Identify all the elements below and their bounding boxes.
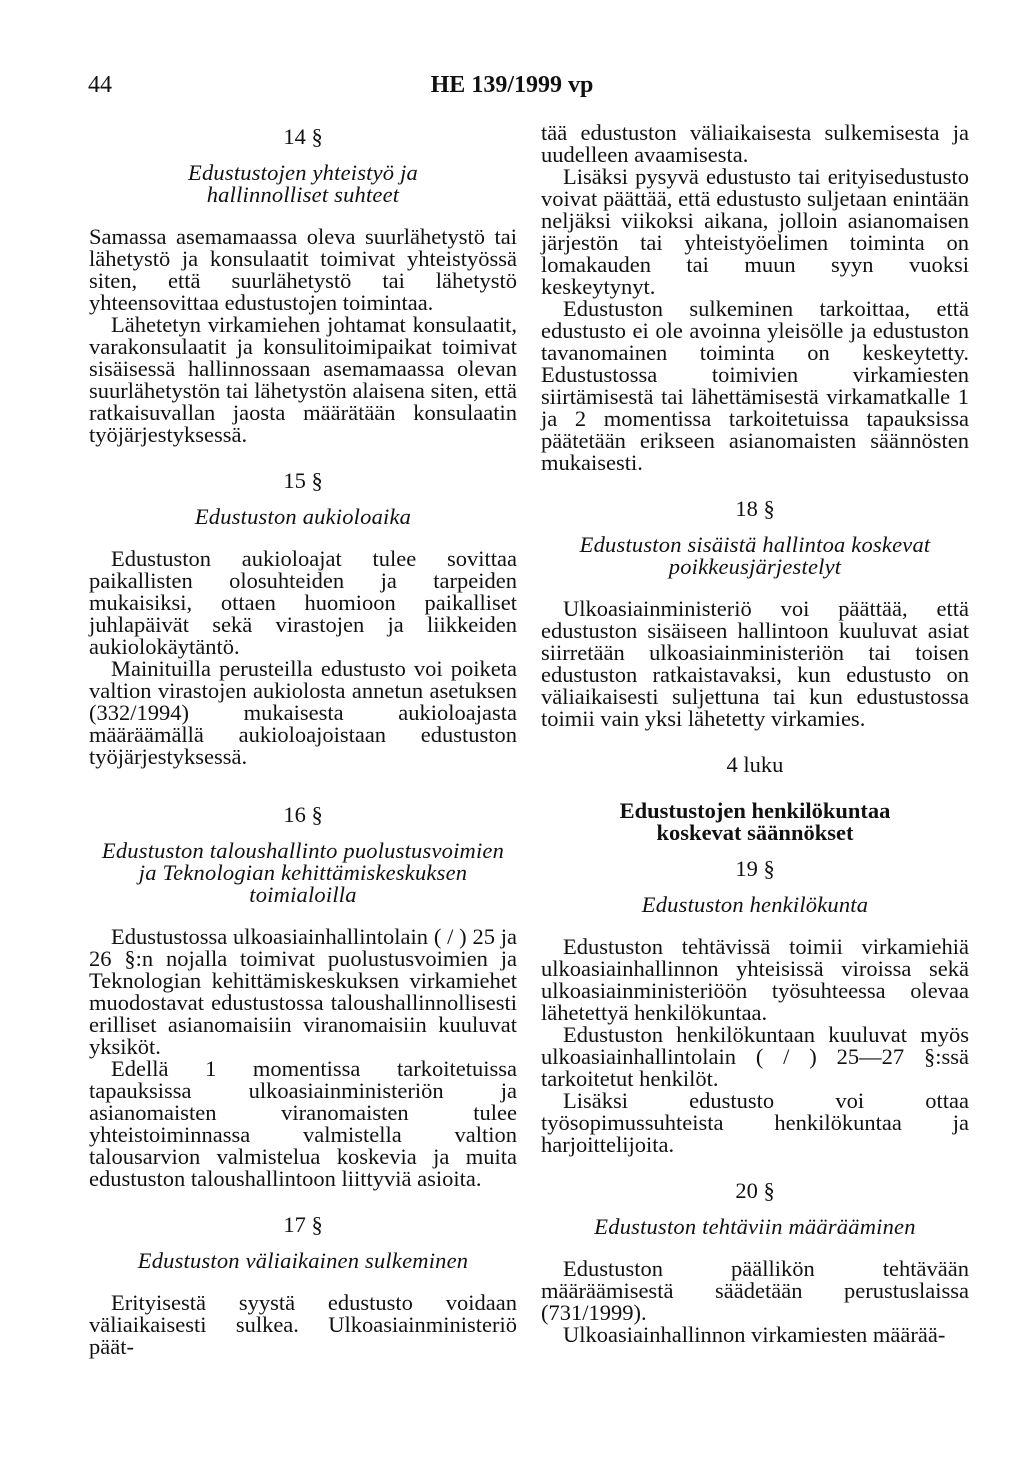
section-20-title: Edustuston tehtäviin määrääminen xyxy=(594,1214,916,1239)
page-number: 44 xyxy=(88,72,112,98)
section-17-paragraph-1: Erityisestä syystä edustusto voidaan väliaikaisesti sulkea. Ulkoasiainministeriö päät- xyxy=(89,1290,517,1359)
section-15-paragraph-1: Edustuston aukioloajat tulee sovittaa paikallisten olosuhteiden ja tarpeiden mukaisiksi, ottaen huomioon paikalliset juhlapäivät sekä virastojen ja liikkeiden aukiolokäytäntö. xyxy=(89,546,517,659)
section-19-paragraph-3: Lisäksi edustusto voi ottaa työsopimussuhteista henkilökuntaa ja harjoittelijoita. xyxy=(541,1088,969,1157)
section-14-paragraph-2: Lähetetyn virkamiehen johtamat konsulaatit, varakonsulaatit ja konsulitoimipaikat toimivat sisäisessä hallinnossaan asemamaassa olevan suurlähetystön tai lähetystön alaisena siten, että ratkaisuvallan jaosta määrätään konsulaatin työjärjestyksessä. xyxy=(89,312,517,447)
section-20-paragraph-1: Edustuston päällikön tehtävään määräämisestä säädetään perustuslaissa (731/1999). xyxy=(541,1256,969,1325)
right-column xyxy=(541,122,969,1346)
section-19-number: 19 § xyxy=(735,856,775,881)
section-16-title: Edustuston taloushallinto puolustusvoimien ja Teknologian kehittämiskeskuksen toimialoilla xyxy=(101,838,505,907)
running-head: HE 139/1999 vp xyxy=(430,72,594,98)
section-19-title: Edustuston henkilökunta xyxy=(641,892,869,917)
section-20-number: 20 § xyxy=(735,1178,775,1203)
section-17-number: 17 § xyxy=(283,1212,323,1237)
section-14-number: 14 § xyxy=(283,124,323,149)
chapter-4-title: Edustustojen henkilökuntaa koskevat säännökset xyxy=(619,798,891,845)
section-17-paragraph-1-continued: tää edustuston väliaikaisesta sulkemisesta ja uudelleen avaamisesta. xyxy=(541,120,969,167)
chapter-4-number: 4 luku xyxy=(726,752,784,777)
section-15-number: 15 § xyxy=(283,468,323,493)
section-16-number: 16 § xyxy=(283,802,323,827)
section-14-title: Edustustojen yhteistyö ja hallinnolliset suhteet xyxy=(188,160,418,207)
section-16-paragraph-2: Edellä 1 momentissa tarkoitetuissa tapauksissa ulkoasiainministeriön ja asianomaisten viranomaisten tulee yhteistoiminnassa valmistella valtion talousarvion valmistelua koskevia ja muita edustuston taloushallintoon liittyviä asioita. xyxy=(89,1056,517,1191)
section-15-title: Edustuston aukioloaika xyxy=(194,504,412,529)
section-17-paragraph-3: Edustuston sulkeminen tarkoittaa, että edustusto ei ole avoinna yleisölle ja edustuston tavanomainen toiminta on keskeytetty. Edustustossa toimivien virkamiesten siirtämisestä tai lähettämisestä virkamatkalle 1 ja 2 momentissa tarkoitetuissa tapauksissa päätetään erikseen asianomaisten säännösten mukaisesti. xyxy=(541,296,969,475)
section-18-number: 18 § xyxy=(735,496,775,521)
section-18-title: Edustuston sisäistä hallintoa koskevat poikkeusjärjestelyt xyxy=(579,532,931,579)
left-column xyxy=(89,122,517,1358)
section-17-paragraph-2: Lisäksi pysyvä edustusto tai erityisedustusto voivat päättää, että edustusto suljetaan enintään neljäksi viikoksi aikana, jolloin asianomaisen järjestön tai yhteistyöelimen toiminta on lomakauden tai muun syyn vuoksi keskeytynyt. xyxy=(541,164,969,299)
section-16-paragraph-1: Edustustossa ulkoasiainhallintolain ( / ) 25 ja 26 §:n nojalla toimivat puolustusvoimien ja Teknologian kehittämiskeskuksen virkamiehet muodostavat edustustossa taloushallinnollisesti erilliset asianomaisiin viranomaisiin kuuluvat yksiköt. xyxy=(89,924,517,1059)
section-14-paragraph-1: Samassa asemamaassa oleva suurlähetystö tai lähetystö ja konsulaatit toimivat yhteistyössä siten, että suurlähetystö tai lähetystö yhteensovittaa edustustojen toimintaa. xyxy=(89,224,517,315)
section-15-paragraph-2: Mainituilla perusteilla edustusto voi poiketa valtion virastojen aukiolosta annetun asetuksen (332/1994) mukaisesta aukioloajasta määräämällä aukioloajoistaan edustuston työjärjestyksessä. xyxy=(89,656,517,769)
section-17-title: Edustuston väliaikainen sulkeminen xyxy=(137,1248,469,1273)
section-19-paragraph-1: Edustuston tehtävissä toimii virkamiehiä ulkoasiainhallinnon yhteisissä viroissa sekä ulkoasiainministeriöön työsuhteessa olevaa lähetettyä henkilökuntaa. xyxy=(541,934,969,1025)
section-19-paragraph-2: Edustuston henkilökuntaan kuuluvat myös ulkoasiainhallintolain ( / ) 25—27 §:ssä tarkoitetut henkilöt. xyxy=(541,1022,969,1091)
section-18-paragraph-1: Ulkoasiainministeriö voi päättää, että edustuston sisäiseen hallintoon kuuluvat asiat siirretään ulkoasiainministeriön tai toisen edustuston ratkaistavaksi, kun edustusto on väliaikaisesti suljettuna tai kun edustustossa toimii vain yksi lähetetty virkamies. xyxy=(541,596,969,731)
section-20-paragraph-2: Ulkoasiainhallinnon virkamiesten määrää- xyxy=(563,1322,946,1347)
